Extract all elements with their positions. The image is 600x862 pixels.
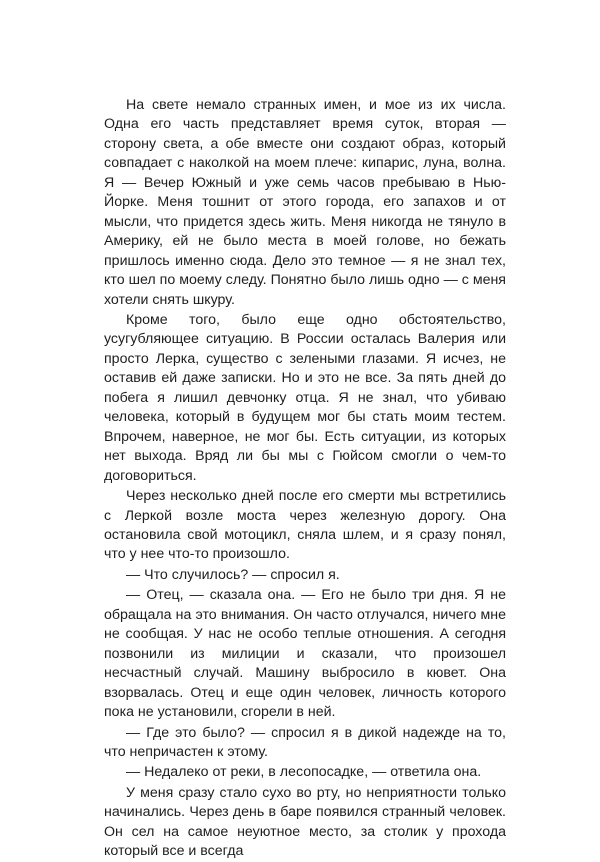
- paragraph-5: — Отец, — сказала она. — Его не было три дня. Я не обращала на это внимания. Он часто отлучался, ничего мне не сообщая. У нас не особо теплые отношения. А сегодня позвонили из милиции и сказали, что произошел несчастный случай. Машину выбросило в кювет. Она взорвалась. Отец и еще один человек, личность которого пока не установили, сгорели в ней.: [104, 587, 506, 721]
- paragraph-7: — Недалеко от реки, в лесопосадке, — ответила она.: [126, 764, 482, 781]
- body-text: [104, 96, 506, 862]
- paragraph-8: У меня сразу стало сухо во рту, но неприятности только начинались. Через день в баре появился странный человек. Он сел на самое неуютное место, за столик у прохода который все и всегда: [104, 784, 506, 860]
- paragraph-6: — Где это было? — спросил я в дикой надежде на то, что непричастен к этому.: [104, 724, 506, 760]
- paragraph-1: На свете немало странных имен, и мое из их числа. Одна его часть представляет время суток, вторая — сторону света, а обе вместе они создают образ, который совпадает с наколкой на моем плече: кипарис, луна, волна. Я — Вечер Южный и уже семь часов пребываю в Нью-Йорке. Меня тошнит от этого города, его запахов и от мысли, что придется здесь жить. Меня никогда не тянуло в Америку, ей не было места в моей голове, но бежать пришлось именно сюда. Дело это темное — я не знал тех, кто шел по моему следу. Понятно было лишь одно — с меня хотели снять шкуру.: [104, 97, 506, 308]
- paragraph-3: Через несколько дней после его смерти мы встретились с Леркой возле моста через железную дорогу. Она остановила свой мотоцикл, сняла шлем, и я сразу понял, что у нее что-то произошло.: [104, 488, 506, 563]
- paragraph-2: Кроме того, было еще одно обстоятельство, усугубляющее ситуацию. В России осталась Валерия или просто Лерка, существо с зелеными глазами. Я исчез, не оставив ей даже записки. Но и это не все. За пять дней до побега я лишил девчонку отца. Я не знал, что убиваю человека, который в будущем мог бы стать моим тестем. Впрочем, наверное, не мог бы. Есть ситуации, из которых нет выхода. Вряд ли бы мы с Гюйсом смогли о чем-то договориться.: [104, 311, 506, 484]
- paragraph-4: — Что случилось? — спросил я.: [126, 566, 340, 583]
